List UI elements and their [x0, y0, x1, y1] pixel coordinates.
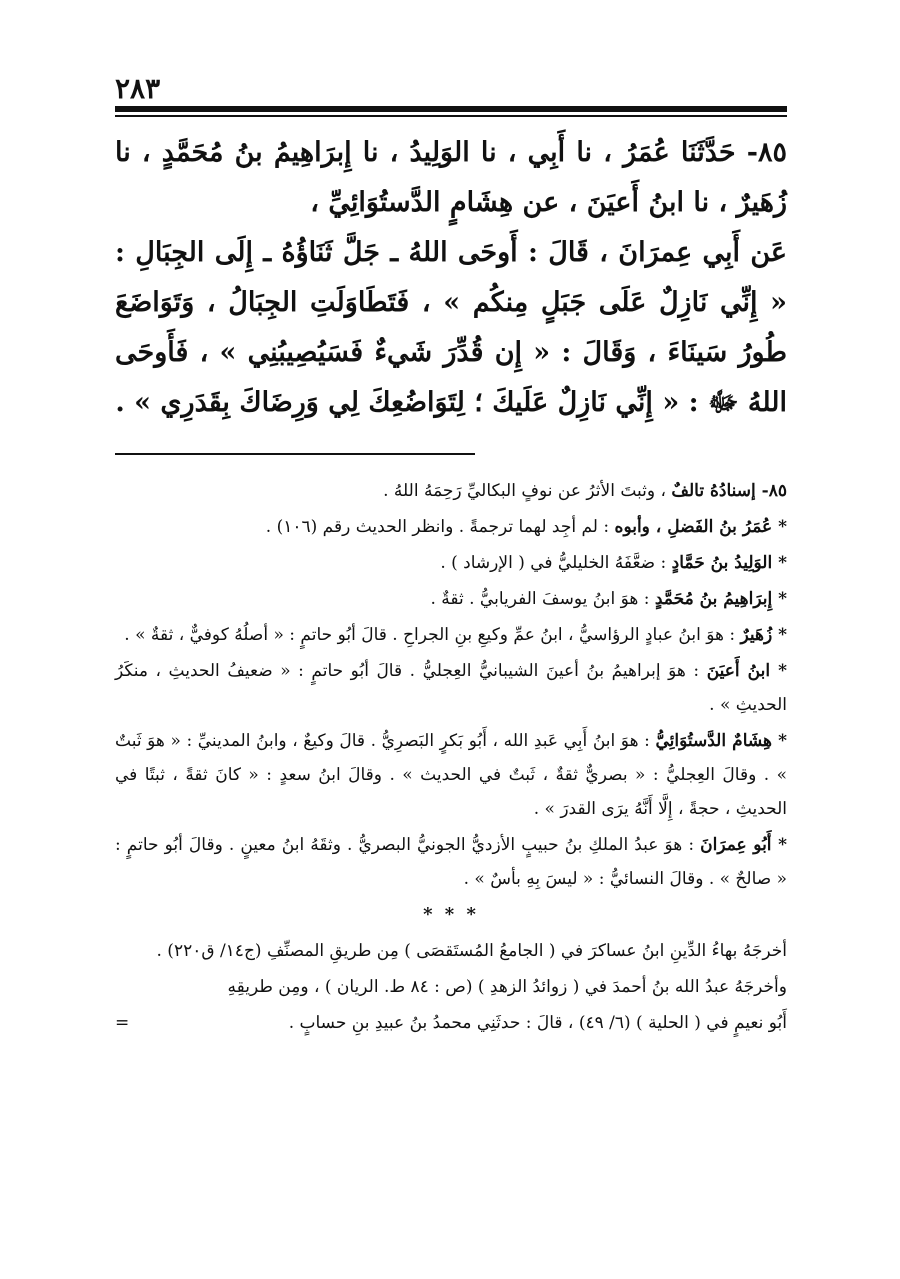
note-ibn-ayan: * ابنُ أَعيَنَ : هوَ إبراهيمُ بنُ أعينَ الشيبانيُّ العِجليُّ . قالَ أبُو حاتمٍ : « ضعيفُ الحديثِ ، منكَرُ الحديثِ » .: [115, 661, 788, 715]
footnotes: [115, 474, 787, 1042]
note-hisham: * هِشَامٌ الدَّستُوَائِيُّ : هوَ ابنُ أَبِي عَبدِ الله ، أَبُو بَكرٍ البَصرِيُّ . قالَ وكيعٌ ، وابنُ المدينيِّ : « هوَ ثَبتٌ » . وقالَ العِجليُّ : « بصريٌّ ثقةٌ ، ثَبتٌ في الحديث » . وقالَ ابنُ سعدٍ : « كانَ ثقةً ، ثبتًا في الحديثِ ، حجةً ، إِلَّا أَنَّهُ يرَى القدرَ » .: [115, 731, 787, 819]
footnote-separator: [115, 453, 475, 455]
section-divider-stars: * * *: [423, 904, 479, 925]
takhrij-3: أَبُو نعيمٍ في ( الحلية ) (٦/ ٤٩) ، قالَ : حدثَنِي محمدُ بنُ عبيدِ بنِ حسابٍ .: [288, 1013, 787, 1033]
hadith-matn: عَن أَبِي عِمرَانَ ، قَالَ : أَوحَى اللهُ ـ جَلَّ ثَنَاؤُهُ ـ إِلَى الجِبَالِ : « إِنِّي نَازِلٌ عَلَى جَبَلٍ مِنكُم » ، فَتَطَاوَلَتِ الجِبَالُ ، وَتَوَاضَعَ طُورُ سَينَاءَ ، وَقَالَ : « إِن قُدِّرَ شَيءٌ فَسَيُصِيبُنِي » ، فَأَوحَى اللهُ ﷻ : « إِنِّي نَازِلٌ عَلَيكَ ؛ لِتَوَاضُعِكَ لِي وَرِضَاكَ بِقَدَرِي » .: [115, 237, 787, 418]
header-rule-thin: [115, 115, 787, 117]
takhrij-2: وأخرجَهُ عبدُ الله بنُ أحمدَ في ( زوائدُ الزهدِ ) (ص : ٨٤ ط. الريان ) ، ومِن طريقِهِ: [227, 977, 787, 997]
main-text: [115, 128, 787, 428]
note-isnad-grade: ٨٥- إسنادُهُ تالفٌ ، وثبتَ الأثرُ عن نوفٍ البكاليِّ رَحِمَهُ اللهُ .: [383, 481, 787, 501]
note-abu-imran: * أَبُو عِمرَانَ : هوَ عبدُ الملكِ بنُ حبيبٍ الأزديُّ الجونيُّ البصريُّ . وثقَهُ ابنُ معينٍ . وقالَ أبُو حاتمٍ : « صالحٌ » . وقالَ النسائيُّ : « ليسَ بِهِ بأسٌ » .: [115, 835, 788, 889]
note-ibrahim: * إِبرَاهِيمُ بنُ مُحَمَّدٍ : هوَ ابنُ يوسفَ الفريابيُّ . ثقةٌ .: [430, 589, 787, 609]
note-zuhayr: * زُهَيرٌ : هوَ ابنُ عبادٍ الرؤاسيُّ ، ابنُ عمِّ وكيعِ بنِ الجراحِ . قالَ أبُو حاتمٍ : « أصلُهُ كوفيٌّ ، ثقةٌ » .: [124, 625, 787, 645]
takhrij-3-line: [115, 1006, 787, 1040]
note-umar: * عُمَرُ بنُ الفَضلِ ، وأبوه : لم أجِد لهما ترجمةً . وانظر الحديث رقم (١٠٦) .: [265, 517, 787, 537]
hadith-isnad: ٨٥- حَدَّثَنَا عُمَرُ ، نا أَبِي ، نا الوَلِيدُ ، نا إِبرَاهِيمُ بنُ مُحَمَّدٍ ، نا زُهَيرٌ ، نا ابنُ أَعيَنَ ، عن هِشَامٍ الدَّستُوَائِيِّ ،: [115, 137, 787, 218]
note-walid: * الوَلِيدُ بنُ حَمَّادٍ : ضعَّفَهُ الخليليُّ في ( الإرشاد ) .: [440, 553, 787, 573]
continuation-mark: =: [115, 1013, 130, 1033]
page-number: ٢٨٣: [115, 72, 161, 105]
header-rule-thick: [115, 106, 787, 112]
takhrij-1: أخرجَهُ بهاءُ الدِّينِ ابنُ عساكرَ في ( الجامعُ المُستَقصَى ) مِن طريقِ المصنِّفِ (ج١٤/ ق٢٢٠) .: [156, 941, 787, 961]
